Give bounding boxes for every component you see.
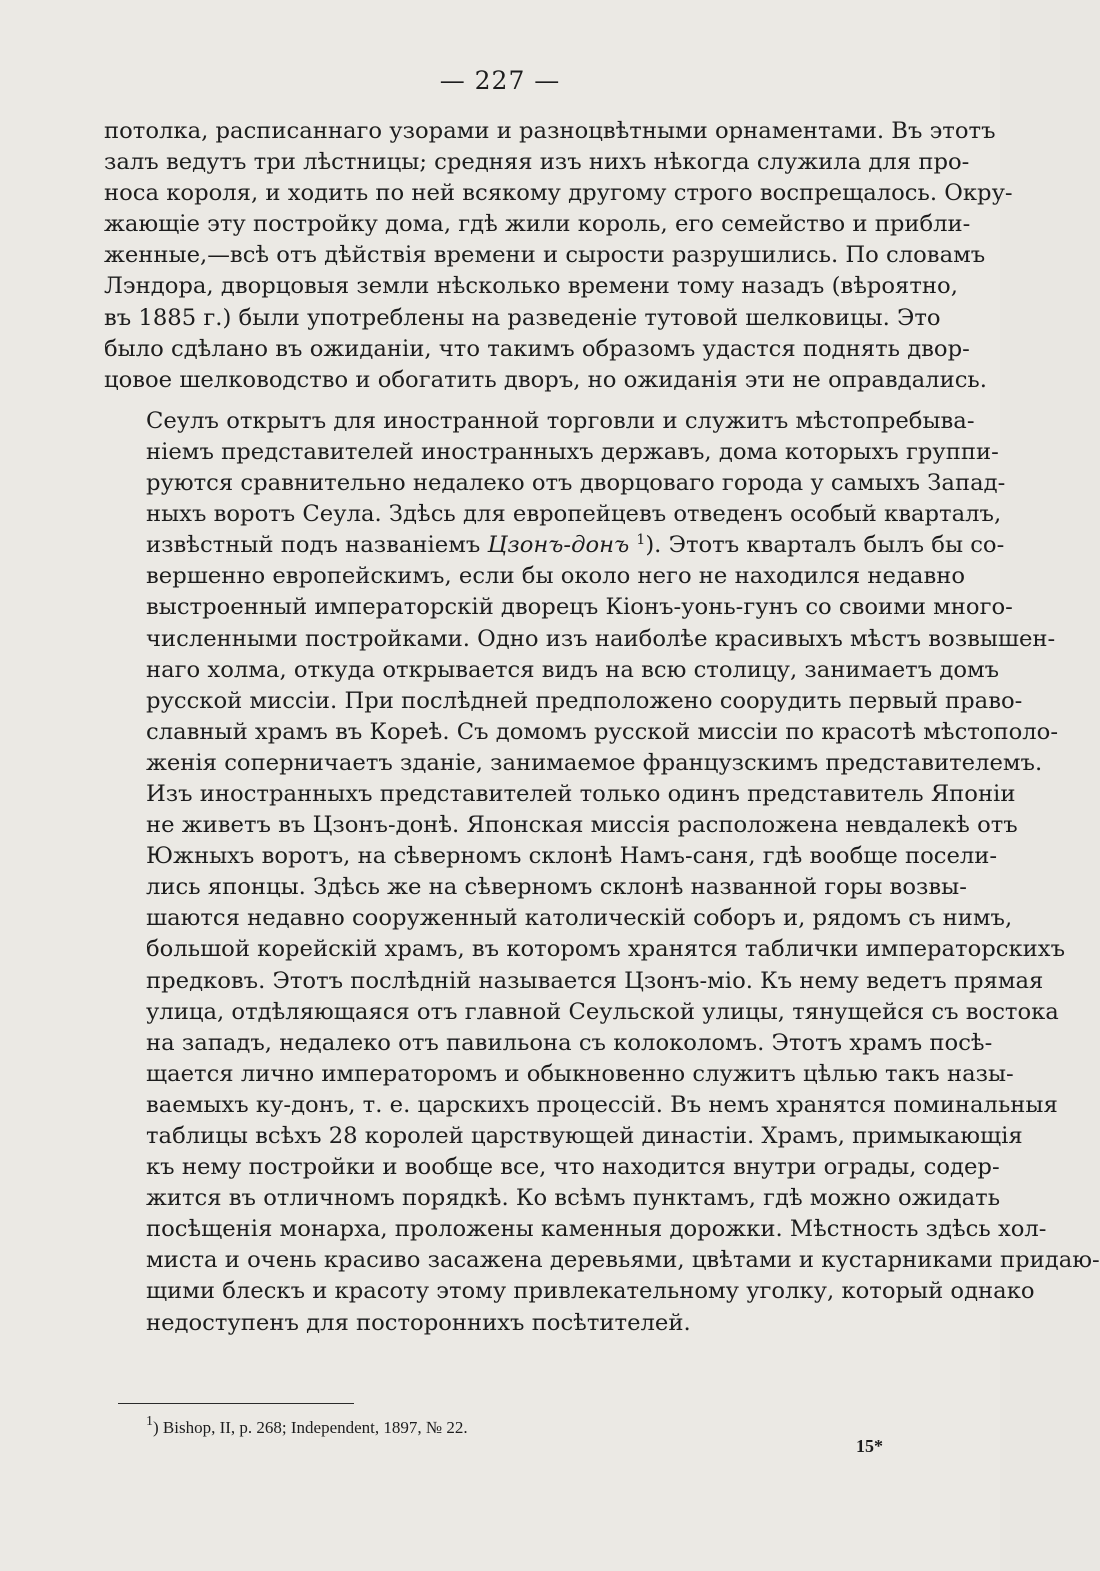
text-line: къ нему постройки и вообще все, что находится внутри ограды, содер-: [146, 1154, 1000, 1181]
text-line: вершенно европейскимъ, если бы около него не находился недавно: [146, 563, 965, 590]
paragraph-2: [104, 406, 1100, 1339]
text-line: ваемыхъ ку-донъ, т. е. царскихъ процессій. Въ немъ хранятся поминальныя: [146, 1091, 1058, 1118]
footnote-divider: [118, 1403, 354, 1404]
text-line: русской миссіи. При послѣдней предположено соорудить первый право-: [146, 687, 1023, 714]
text-line: было сдѣлано въ ожиданіи, что такимъ образомъ удастся поднять двор-: [104, 335, 970, 362]
text-line: носа короля, и ходить по ней всякому другому строго воспрещалось. Окру-: [104, 180, 1013, 207]
text-line: большой корейскій храмъ, въ которомъ хранятся таблички императорскихъ: [146, 936, 1066, 963]
page-number: — 227 —: [439, 66, 561, 95]
text-line: улица, отдѣляющаяся отъ главной Сеульской улицы, тянущейся съ востока: [146, 998, 1059, 1025]
text-line: Изъ иностранныхъ представителей только одинъ представитель Японіи: [146, 780, 1016, 807]
text-line: посѣщенія монарха, проложены каменныя дорожки. Мѣстность здѣсь хол-: [146, 1216, 1047, 1243]
text-line: не живетъ въ Цзонъ-донѣ. Японская миссія расположена невдалекѣ отъ: [146, 812, 1018, 839]
text-line: залъ ведутъ три лѣстницы; средняя изъ нихъ нѣкогда служила для про-: [104, 149, 970, 176]
quarter-name-italic: Цзонъ-донъ: [487, 532, 630, 559]
text-line: руются сравнительно недалеко отъ дворцоваго города у самыхъ Запад-: [146, 470, 1006, 497]
footnote-reference: 1: [636, 532, 646, 549]
text-line: предковъ. Этотъ послѣдній называется Цзонъ-міо. Къ нему ведетъ прямая: [146, 967, 1044, 994]
text-line: миста и очень красиво засажена деревьями, цвѣтами и кустарниками придаю-: [146, 1247, 1100, 1274]
text-line: наго холма, откуда открывается видъ на всю столицу, занимаетъ домъ: [146, 656, 1000, 683]
text-line: численными постройками. Одно изъ наиболѣе красивыхъ мѣстъ возвышен-: [146, 625, 1056, 652]
text-line: жится въ отличномъ порядкѣ. Ко всѣмъ пунктамъ, гдѣ можно ожидать: [146, 1185, 1001, 1212]
paragraph-1: [104, 116, 1013, 396]
signature-mark: 15*: [856, 1436, 883, 1456]
body-text: [104, 116, 1100, 1339]
text-line: женные,—всѣ отъ дѣйствія времени и сырости разрушились. По словамъ: [104, 242, 986, 269]
text-line: Сеулъ открытъ для иностранной торговли и служитъ мѣстопребыва-: [146, 407, 975, 434]
text-line: славный храмъ въ Кореѣ. Съ домомъ русской миссіи по красотѣ мѣстополо-: [146, 718, 1059, 745]
text-line: ныхъ воротъ Сеула. Здѣсь для европейцевъ отведенъ особый кварталъ,: [146, 501, 1002, 528]
text-line: щими блескъ и красоту этому привлекательному уголку, который однако: [146, 1278, 1035, 1305]
footnote-marker: 1: [146, 1414, 153, 1429]
ref-line-before: извѣстный подъ названіемъ: [146, 532, 488, 559]
text-line: въ 1885 г.) были употреблены на разведеніе тутовой шелковицы. Это: [104, 304, 941, 331]
text-line: Лэндора, дворцовыя земли нѣсколько времени тому назадъ (вѣроятно,: [104, 273, 958, 300]
text-line: недоступенъ для постороннихъ посѣтителей.: [146, 1309, 691, 1336]
text-line: таблицы всѣхъ 28 королей царствующей династіи. Храмъ, примыкающія: [146, 1123, 1023, 1149]
text-line: щается лично императоромъ и обыкновенно служитъ цѣлью такъ назы-: [146, 1060, 1014, 1087]
text-line-with-footnote-ref: [104, 530, 1005, 561]
text-line: ніемъ представителей иностранныхъ державъ, дома которыхъ группи-: [146, 438, 999, 465]
text-line: потолка, расписаннаго узорами и разноцвѣтными орнаментами. Въ этотъ: [104, 118, 996, 144]
text-line: шаются недавно сооруженный католическій соборъ и, рядомъ съ нимъ,: [146, 905, 1013, 932]
ref-line-after: ). Этотъ кварталъ былъ бы со-: [645, 532, 1005, 559]
footnote: [146, 1414, 468, 1438]
text-line: на западъ, недалеко отъ павильона съ колоколомъ. Этотъ храмъ посѣ-: [146, 1029, 993, 1056]
text-line: выстроенный императорскій дворецъ Кіонъ-уонь-гунъ со своими много-: [146, 594, 1013, 621]
footnote-text: ) Bishop, II, p. 268; Independent, 1897, № 22.: [153, 1418, 468, 1437]
text-line: лись японцы. Здѣсь же на сѣверномъ склонѣ названной горы возвы-: [146, 874, 967, 901]
text-line: жающіе эту постройку дома, гдѣ жили король, его семейство и прибли-: [104, 211, 971, 238]
text-line: Южныхъ воротъ, на сѣверномъ склонѣ Намъ-саня, гдѣ вообще посели-: [146, 843, 998, 870]
text-line: женія соперничаетъ зданіе, занимаемое французскимъ представителемъ.: [146, 749, 1043, 776]
text-line: цовое шелководство и обогатить дворъ, но ожиданія эти не оправдались.: [104, 366, 987, 393]
